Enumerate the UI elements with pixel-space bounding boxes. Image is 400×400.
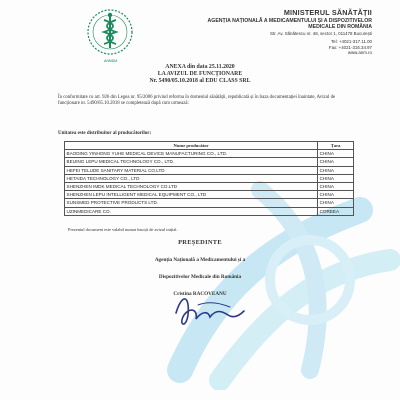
manufacturer-cell: UZINMEDICARE CO.: [65, 207, 318, 215]
manufacturer-cell: SUNSMED PROTECTIVE PRODUCTS LTD.: [65, 199, 318, 207]
intro-paragraph: În conformitate cu art. 926 din Legea nr. 95/2006 privind reforma în domeniul sănătății, republicată și în baza documentației înaintate, Avizul de funcționare nr. 5490/05.10.2018 se completează după cum urmează:: [58, 95, 336, 106]
table-row: [65, 182, 354, 190]
ministry-name: MINISTERUL SĂNĂTĂȚII: [283, 8, 372, 17]
table-row: [65, 158, 354, 166]
country-cell: COREEA: [318, 207, 354, 215]
manufacturer-cell: SHENZHEN LEPU INTELLIGENT MEDICAL EQUIPMENT CO., LTD: [65, 191, 318, 199]
manufacturer-cell: BAODING YINHONG YUHE MEDICAL DEVICE MANUFACTURING CO., LTD.: [65, 150, 318, 158]
president-org-line2: Dispozitivelor Medicale din România: [158, 274, 242, 280]
annex-title: ANEXA din data 25.11.2020: [165, 64, 235, 70]
annex-reference: Nr. 5490/05.10.2018 al EDU CLASS SRL: [149, 78, 251, 84]
annex-subtitle: LA AVIZUL DE FUNCȚIONARE: [157, 71, 243, 77]
country-cell: CHINA: [318, 191, 354, 199]
logo-caption: ANMDM: [104, 59, 118, 63]
agency-logo-icon: [80, 4, 140, 62]
agency-fax: Fax: +4021-316.34.97: [328, 44, 372, 50]
validity-footnote: Prezentul document este valabil numai însoțit de avizul inițial.: [68, 227, 178, 232]
manufacturer-cell: HETAIDA TECHNOLOGY CO., LTD: [65, 174, 318, 182]
agency-header: [202, 8, 372, 55]
agency-tel: Tel: +4021-317.11.00: [330, 39, 372, 44]
table-row: [65, 199, 354, 207]
unit-heading: Unitatea este distribuitor al producătorilor:: [58, 131, 152, 136]
country-cell: CHINA: [318, 182, 354, 190]
country-cell: CHINA: [318, 174, 354, 182]
agency-web: www.anm.ro: [347, 50, 372, 55]
country-cell: CHINA: [318, 199, 354, 207]
table-row: [65, 174, 354, 182]
agency-name: AGENȚIA NAȚIONALĂ A MEDICAMENTULUI ȘI A DISPOZITIVELOR MEDICALE DIN ROMÂNIA: [207, 18, 372, 30]
column-header-manufacturer: Nume producător: [65, 142, 318, 150]
manufacturer-cell: SHENZHEN IMDK MEDICAL TECHNOLOGY CO.LTD: [65, 182, 318, 190]
president-title: PREȘEDINTE: [178, 239, 222, 246]
table-row: [65, 150, 354, 158]
table-row: [65, 166, 354, 174]
column-header-country: Țara: [318, 142, 354, 150]
president-name: Cristina RACOVEANU: [173, 291, 227, 297]
agency-address: Str. Av. Sănătescu nr. 48, sector 1, 011478 București: [269, 31, 372, 36]
table-row: [65, 191, 354, 199]
president-org-line1: Agenția Națională a Medicamentului și a: [154, 257, 246, 263]
country-cell: CHINA: [318, 166, 354, 174]
table-header-row: [65, 142, 354, 150]
manufacturers-table: [64, 141, 354, 216]
manufacturer-cell: HEFEI TELUDE SANITARY MATERIAL CO.LTD: [65, 166, 318, 174]
country-cell: CHINA: [318, 158, 354, 166]
table-row: [65, 207, 354, 215]
country-cell: CHINA: [318, 150, 354, 158]
manufacturer-cell: BEIJING LEPU MEDICAL TECHNOLOGY CO., LTD.: [65, 158, 318, 166]
